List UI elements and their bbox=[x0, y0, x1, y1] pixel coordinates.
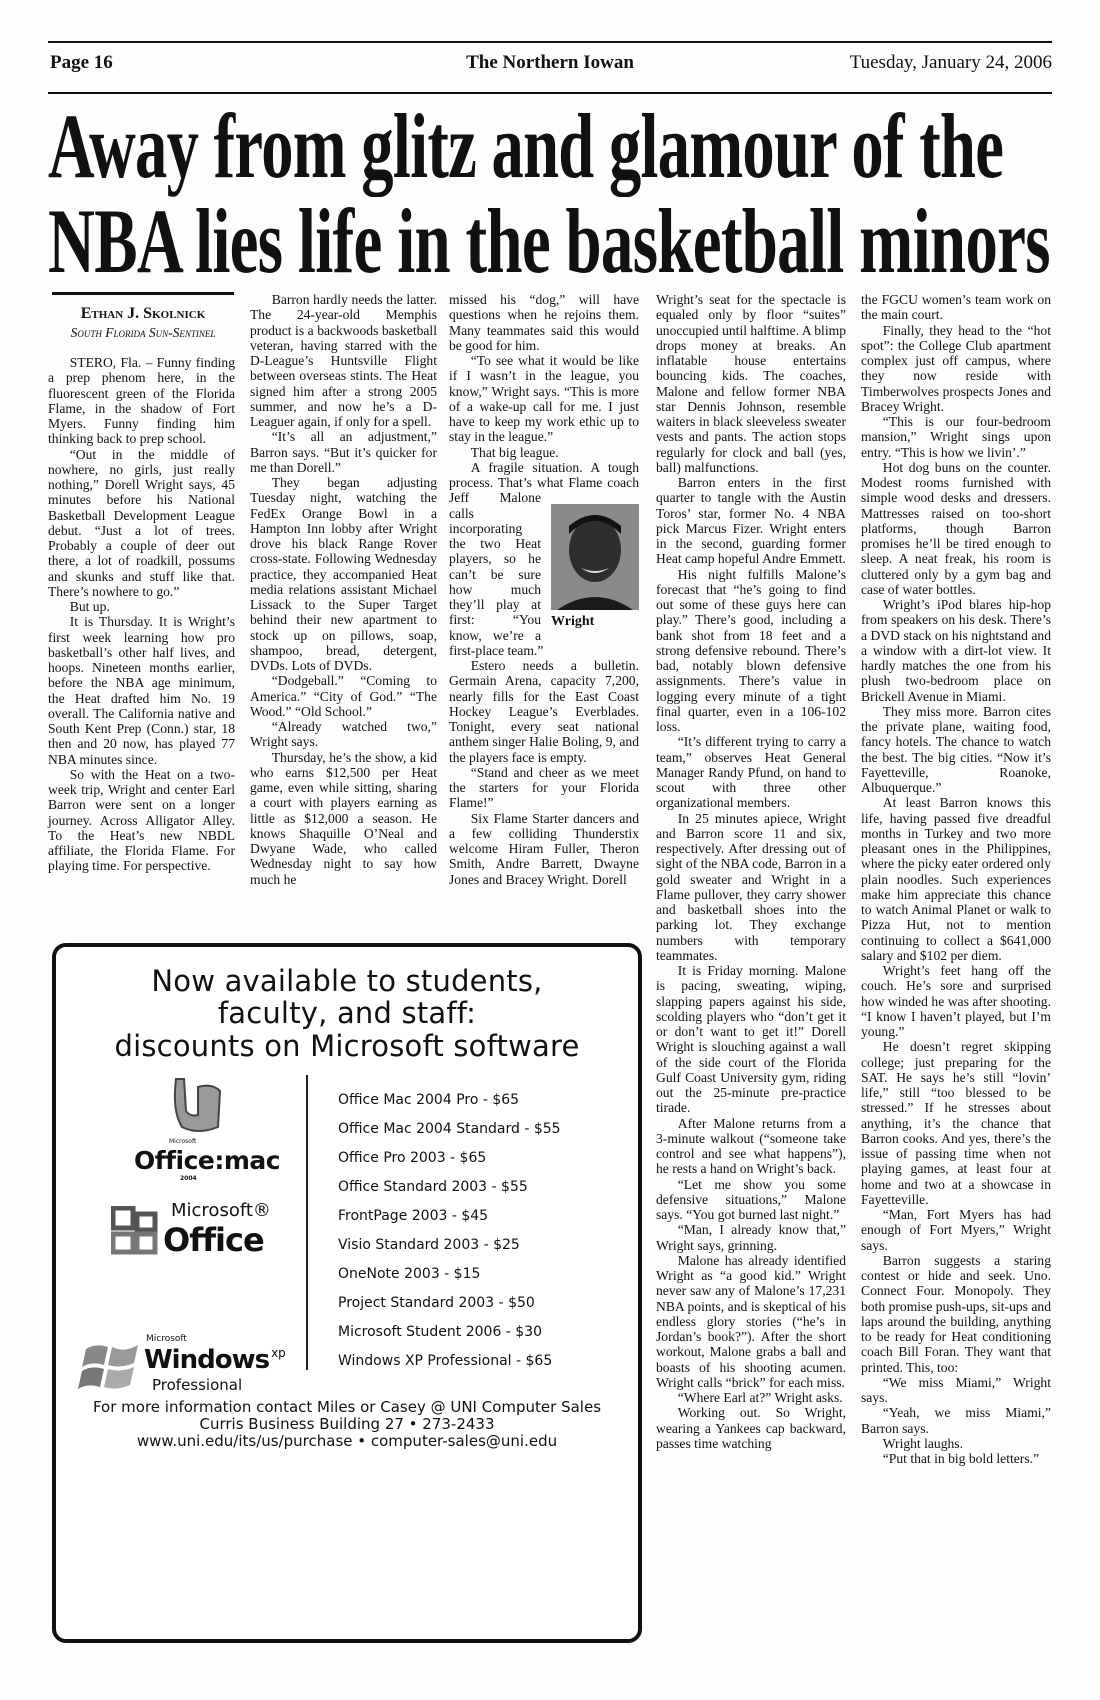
newspaper-name: The Northern Iowan bbox=[466, 52, 634, 73]
microsoft-office-logo bbox=[111, 1202, 301, 1262]
article-paragraph: “Already watched two,” Wright says. bbox=[250, 719, 437, 750]
office-mac-small-text: Microsoft bbox=[169, 1138, 197, 1145]
article-paragraph: “It’s all an adjustment,” Barron says. “But it’s quicker for me than Dorell.” bbox=[250, 429, 437, 475]
price-list-item: OneNote 2003 - $15 bbox=[338, 1266, 481, 1282]
article-column-3 bbox=[449, 292, 639, 887]
article-paragraph: the FGCU women’s team work on the main court. bbox=[861, 292, 1051, 323]
byline-author: Ethan J. Skolnick bbox=[80, 305, 206, 322]
article-paragraph: Barron suggests a staring contest or hide and seek. Uno. Connect Four. Monopoly. They both promise push-ups, sit-ups and laps around the building, anything to be ready for Heat conditioning coach Bill Foran. They want that printed. This, too: bbox=[861, 1252, 1051, 1375]
photo-caption: Wright bbox=[551, 614, 595, 629]
headline-line-2: NBA lies life in the basketball minors bbox=[48, 190, 1050, 292]
article-paragraph: So with the Heat on a two-week trip, Wright and center Earl Barron were sent on a longer journey. Across Alligator Alley. To the Heat’s new NBDL affiliate, the Florida Flame. For playing time. For perspective. bbox=[48, 766, 235, 874]
article-paragraph: “Man, I already know that,” Wright says, grinning. bbox=[656, 1222, 846, 1253]
headline-line-1: Away from glitz and glamour of the bbox=[48, 95, 1004, 197]
price-list-item: Office Standard 2003 - $55 bbox=[338, 1179, 528, 1195]
player-photo bbox=[547, 504, 639, 629]
article-paragraph: “It’s different trying to carry a team,” observes Heat General Manager Randy Pfund, on hand to scout with three other organizational members. bbox=[656, 734, 846, 811]
ad-headline-3: discounts on Microsoft software bbox=[114, 1029, 580, 1063]
article-paragraph: “Man, Fort Myers has had enough of Fort Myers,” Wright says. bbox=[861, 1207, 1051, 1253]
article-paragraph: His night fulfills Malone’s forecast that “he’s going to find out some of these guys here can play.” There’s good, including a bank shot from 18 feet and a strong defensive rebound. There’s bad, notably blown defensive assignments. There’s value in logging every minute of a tight final quarter, even in a 106-102 loss. bbox=[656, 566, 846, 734]
article-paragraph: Wright’s feet hang off the couch. He’s sore and surprised how winded he was after shooting. “I know I haven’t played, but I’m young.” bbox=[861, 963, 1051, 1039]
issue-date: Tuesday, January 24, 2006 bbox=[849, 52, 1052, 73]
windows-xp-text: xp bbox=[271, 1346, 286, 1360]
ms-office-text: Office bbox=[163, 1221, 264, 1259]
article-paragraph: Hot dog buns on the counter. Modest rooms furnished with simple wood desks and dressers. Mattresses raised on too-short platforms, though Barron promises he’ll be tired enough to sleep. A neat freak, his room is cluttered only by a gym bag and case of water bottles. bbox=[861, 459, 1051, 597]
top-rule bbox=[48, 41, 1052, 43]
article-paragraph: “Put that in big bold letters.” bbox=[882, 1451, 1040, 1466]
ms-office-top-text: Microsoft® bbox=[171, 1200, 271, 1221]
article-paragraph: They began adjusting Tuesday night, watching the FedEx Orange Bowl in a Hampton Inn lobby after Wright drove his black Range Rover cross-state. Following Wednesday practice, they accompanied Heat media relations assistant Michael Lissack to the Super Target behind their new apartment to stock up on pillows, soap, shampoo, bread, detergent, DVDs. Lots of DVDs. bbox=[250, 475, 437, 673]
wright-portrait-image bbox=[551, 504, 639, 610]
article-paragraph: Barron hardly needs the latter. The 24-year-old Memphis product is a backwoods basketball veteran, having starred with the D-League’s Huntsville Flight between overseas stints. The Heat signed him after a strong 2005 summer, and now he’s a D-Leaguer again, if only for a spell. bbox=[250, 292, 437, 429]
windows-small-text: Microsoft bbox=[146, 1334, 187, 1344]
price-list-item: Office Mac 2004 Pro - $65 bbox=[338, 1092, 520, 1108]
windows-xp-logo bbox=[78, 1335, 300, 1397]
office-squares-icon bbox=[111, 1206, 161, 1256]
article-paragraph: Malone has already identified Wright as “a good kid.” Wright never saw any of Malone’s 17,231 NBA points, and is skeptical of his endless glory stories (“he’s in Jordan’s book?”). After the short workout, Malone grabs a ball and boasts of his shooting acumen. Wright calls “brick” for each miss. bbox=[656, 1252, 846, 1390]
price-list bbox=[338, 1090, 561, 1380]
ad-divider bbox=[306, 1075, 308, 1370]
article-paragraph: That big league. bbox=[470, 444, 559, 460]
article-paragraph: “Dodgeball.” “Coming to America.” “City of God.” “The Wood.” “Old School.” bbox=[250, 673, 437, 719]
article-paragraph: “We miss Miami,” Wright says. bbox=[861, 1374, 1051, 1405]
article-paragraph: Estero needs a bulletin. Germain Arena, capacity 7,200, nearly fills for the East Coast Hockey League’s Everblades. Tonight, every seat national anthem singer Halie Boling, 9, and the players face is empty. bbox=[449, 658, 639, 765]
article-paragraph: “To see what it would be like if I wasn’t in the league, you know,” Wright says. “This is more of a wake-up call for me. I just have to keep my work ethic up to stay in the league.” bbox=[449, 353, 639, 445]
office-mac-text: Office:mac bbox=[134, 1146, 281, 1175]
byline-publication: South Florida Sun-Sentinel bbox=[70, 325, 216, 340]
article-paragraph: “Yeah, we miss Miami,” Barron says. bbox=[861, 1405, 1051, 1436]
article-paragraph: A fragile situation. A tough process. That’s what Flame coach Jeff Malone calls incorporating the two Heat players, so he can’t be sure how much they’ll play at first: “You know, we’re a first-place team.” bbox=[449, 459, 639, 658]
ad-web-email: www.uni.edu/its/us/purchase • computer-sales@uni.edu bbox=[136, 1432, 558, 1450]
article-paragraph: Wright’s iPod blares hip-hop from speakers on his desk. There’s a DVD stack on his nightstand and a window with a dirt-lot view. It hardly matches the one from his plush two-bedroom place on Brickell Avenue in Miami. bbox=[861, 597, 1051, 704]
price-list-item: Windows XP Professional - $65 bbox=[338, 1353, 553, 1369]
article-paragraph: They miss more. Barron cites the private plane, waiting food, fancy hotels. The chance to watch the best. The big cities. “Now it’s Fayetteville, Roanoke, Albuquerque.” bbox=[861, 703, 1051, 795]
price-list-item: FrontPage 2003 - $45 bbox=[338, 1208, 489, 1224]
article-paragraph: missed his “dog,” will have questions when he rejoins them. Many teammates said this would be good for him. bbox=[449, 292, 639, 353]
article-paragraph: Barron enters in the first quarter to tangle with the Austin Toros’ star, former No. 4 NBA pick Marcus Fizer. Wright enters in the second, guarding former Heat camp hopeful Andre Emmett. bbox=[656, 475, 846, 567]
byline-rule bbox=[52, 292, 234, 295]
article-paragraph: In 25 minutes apiece, Wright and Barron score 11 and six, respectively. After dressing out of sight of the NBA code, Barron in a gold sweater and Wright in a Flame pullover, they carry shower and basketball shoes into the parking lot. They exchange numbers with temporary teammates. bbox=[656, 810, 846, 963]
price-list-item: Office Pro 2003 - $65 bbox=[338, 1150, 487, 1166]
price-list-item: Project Standard 2003 - $50 bbox=[338, 1295, 535, 1311]
article-paragraph: After Malone returns from a 3-minute walkout (“someone take control and see what happens”), he rests a hand on Wright’s back. bbox=[656, 1115, 846, 1177]
ad-contact: For more information contact Miles or Casey @ UNI Computer Sales bbox=[92, 1398, 602, 1416]
article-paragraph: But up. bbox=[69, 599, 110, 614]
article-paragraph: “This is our four-bedroom mansion,” Wright sings upon entry. “This is how we livin’.” bbox=[861, 414, 1051, 460]
article-paragraph: Wright laughs. bbox=[882, 1435, 963, 1451]
office-mac-logo bbox=[114, 1075, 284, 1185]
page-number: Page 16 bbox=[50, 52, 113, 73]
article-paragraph: He doesn’t regret skipping college; just preparing for the SAT. He says he’s still “lovin’ life,” still “too blessed to be stressed.” If he stresses about anything, it’s the chance that Barron cooks. And yes, there’s the issue of passing time when not playing games, at least four at home and two at a showcase in Fayetteville. bbox=[861, 1039, 1051, 1207]
article-paragraph: Wright’s seat for the spectacle is equaled only by floor “suites” unoccupied until halftime. A blimp drops money at breaks. An inflatable house entertains bouncing kids. The coaches, Malone and fellow former NBA star Dennis Johnson, resemble waiters in black sleeveless sweater vests and pants. The action stops regularly for clock and ball (yes, ball) malfunctions. bbox=[656, 292, 846, 475]
article-column-1 bbox=[48, 355, 235, 874]
price-list-item: Office Mac 2004 Standard - $55 bbox=[338, 1121, 561, 1137]
ad-headline-2: faculty, and staff: bbox=[217, 996, 477, 1030]
article-paragraph: At least Barron knows this life, having passed five dreadful months in Turkey and two more pleasant ones in the Philippines, where the picky eater ordered only plain noodles. Such experiences make him appreciate this chance to watch Animal Planet or walk to Pizza Hut, not to mention continuing to collect a $641,000 salary and $102 per diem. bbox=[861, 795, 1051, 963]
price-list-item: Microsoft Student 2006 - $30 bbox=[338, 1324, 543, 1340]
windows-wordmark bbox=[144, 1347, 286, 1373]
masthead-rule bbox=[48, 92, 1052, 94]
ad-headline-1: Now available to students, bbox=[151, 964, 543, 998]
article-paragraph: Six Flame Starter dancers and a few colliding Thunderstix welcome Hiram Fuller, Theron Smith, Andre Barrett, Dwayne Jones and Bracey Wright. Dorell bbox=[449, 810, 639, 887]
price-list-item: Visio Standard 2003 - $25 bbox=[338, 1237, 520, 1253]
article-paragraph: “Where Earl at?” Wright asks. bbox=[677, 1390, 843, 1405]
article-column-5 bbox=[861, 292, 1051, 1466]
office-mac-year: 2004 bbox=[180, 1175, 197, 1182]
article-column-4 bbox=[656, 292, 846, 1451]
article-paragraph: It is Thursday. It is Wright’s first week learning how pro basketball’s other half lives, and hoops. Nineteen months earlier, before the NBA age minimum, the Heat drafted him No. 19 overall. The California native and South Kent Prep (Conn.) star, 18 then and 20 now, has played 77 NBA minutes since. bbox=[48, 614, 235, 767]
article-paragraph: Finally, they head to the “hot spot”: the College Club apartment complex just off campus, where they now reside with Timberwolves prospects Jones and Bracey Wright. bbox=[861, 322, 1051, 414]
microsoft-software-ad bbox=[52, 943, 642, 1643]
article-paragraph: “Out in the middle of nowhere, no girls, just really nothing,” Dorell Wright says, 45 minutes before his National Basketball Development League debut. “Just a lot of trees. Probably a couple of deer out there, a lot of roadkill, possums and skunks and stuff like that. There’s nowhere to go.” bbox=[48, 446, 235, 599]
windows-text: Windows bbox=[144, 1345, 270, 1375]
article-paragraph: STERO, Fla. – Funny finding a prep phenom here, in the fluorescent green of the Florida Flame, in the shadow of Fort Myers. Funny finding him thinking back to prep school. bbox=[48, 355, 235, 447]
ad-address: Curris Business Building 27 • 273-2433 bbox=[199, 1415, 495, 1433]
article-paragraph: “Stand and cheer as we meet the starters for your Florida Flame!” bbox=[449, 764, 639, 811]
article-paragraph: Thursday, he’s the show, a kid who earns $12,500 per Heat game, even while sitting, sharing a court with players earning as little as $12,000 a season. He knows Shaquille O’Neal and Dwyane Wade, who called Wednesday night to say how much he bbox=[250, 749, 437, 887]
office-mac-icon bbox=[168, 1075, 228, 1137]
article-column-2 bbox=[250, 292, 437, 887]
windows-pro-text: Professional bbox=[152, 1376, 243, 1394]
article-paragraph: Working out. So Wright, wearing a Yankees cap backward, passes time watching bbox=[656, 1405, 846, 1451]
article-paragraph: It is Friday morning. Malone is pacing, sweating, wiping, slapping papers against his side, scolding players who “don’t get it or don’t want to get it!” Dorell Wright is slouching against a wall of the side court of the Florida Gulf Coast University gym, riding out the 25-minute pre-practice tirade. bbox=[656, 963, 846, 1116]
article-paragraph: “Let me show you some defensive situations,” Malone says. “You got burned last night.” bbox=[656, 1176, 846, 1222]
windows-flag-icon bbox=[78, 1341, 144, 1391]
